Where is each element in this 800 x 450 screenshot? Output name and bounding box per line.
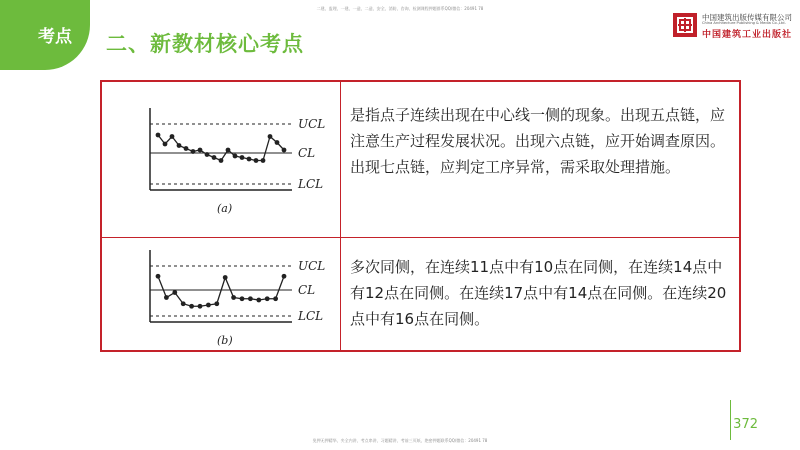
chart-point [282, 148, 287, 153]
cl-label: CL [298, 283, 316, 297]
ucl-label: UCL [298, 259, 326, 273]
chart-series-line [158, 135, 284, 161]
chart-point [198, 304, 203, 309]
chart-point [275, 140, 280, 145]
content-table [100, 80, 741, 352]
control-chart-b [142, 242, 332, 352]
chart-point [226, 148, 231, 153]
chart-point [261, 158, 266, 163]
table-divider-horizontal [102, 237, 739, 238]
chart-point [240, 296, 245, 301]
chart-caption: (a) [217, 202, 233, 215]
chart-point [212, 155, 217, 160]
chart-point [198, 148, 203, 153]
chart-point [219, 158, 224, 163]
chart-series-line [158, 276, 284, 306]
chart-point [206, 303, 211, 308]
chart-point [268, 134, 273, 139]
publisher-calligraphy: 中国建筑工业出版社 [702, 30, 793, 40]
chart-point [223, 275, 228, 280]
lcl-label: LCL [298, 309, 324, 323]
chart-point [172, 290, 177, 295]
page-number: 372 [733, 417, 758, 432]
chart-point [164, 295, 169, 300]
chart-point [265, 296, 270, 301]
row-b-text: 多次同侧，在连续11点中有10点在同侧，在连续14点中有12点在同侧。在连续17点中有14点在同侧。在连续20点中有16点在同侧。 [350, 258, 727, 328]
chart-point [256, 298, 261, 303]
chart-point [214, 301, 219, 306]
chart-point [273, 296, 278, 301]
badge-label: 考点 [38, 27, 72, 47]
page-divider [730, 400, 731, 440]
chart-point [231, 295, 236, 300]
chart-point [170, 134, 175, 139]
row-a-text: 是指点子连续出现在中心线一侧的现象。出现五点链，应注意生产过程发展状况。出现六点链，应开始调查原因。出现七点链，应判定工序异常，需采取处理措施。 [350, 106, 726, 176]
chart-point [163, 142, 168, 147]
chart-point [156, 274, 161, 279]
chart-point [233, 154, 238, 159]
chart-point [191, 149, 196, 154]
chart-point [156, 133, 161, 138]
ucl-label: UCL [298, 117, 326, 131]
cl-label: CL [298, 146, 316, 160]
chart-point [184, 146, 189, 151]
chart-point [254, 158, 259, 163]
top-note: 二建、监理、一建、一造、二造、安全、消防、咨询、检测课程押题群系QQ/微信：20491 78 [316, 6, 484, 11]
chart-point [248, 296, 253, 301]
publisher-logo [672, 10, 793, 44]
chart-caption: (b) [217, 334, 233, 347]
control-chart-a [142, 100, 332, 220]
chart-point [282, 274, 287, 279]
bottom-note: 免押无押精华、夹全内讲、考点串讲、习题精讲、考前三页纸、绝密押题联系QQ/微信：20491 78 [312, 438, 488, 443]
chart-point [240, 155, 245, 160]
publisher-name-cn: 中国建筑出版传媒有限公司 [702, 13, 792, 22]
chart-point [205, 152, 210, 157]
lcl-label: LCL [298, 177, 324, 191]
publisher-logo-icon [672, 12, 698, 38]
chart-point [247, 157, 252, 162]
table-divider-vertical [340, 82, 341, 350]
chart-point [181, 301, 186, 306]
chart-point [189, 304, 194, 309]
publisher-name-en: China Architecture Publishing & Media Co.,Ltd. [702, 21, 786, 25]
chart-point [177, 143, 182, 148]
page-title: 二、新教材核心考点 [106, 32, 304, 56]
